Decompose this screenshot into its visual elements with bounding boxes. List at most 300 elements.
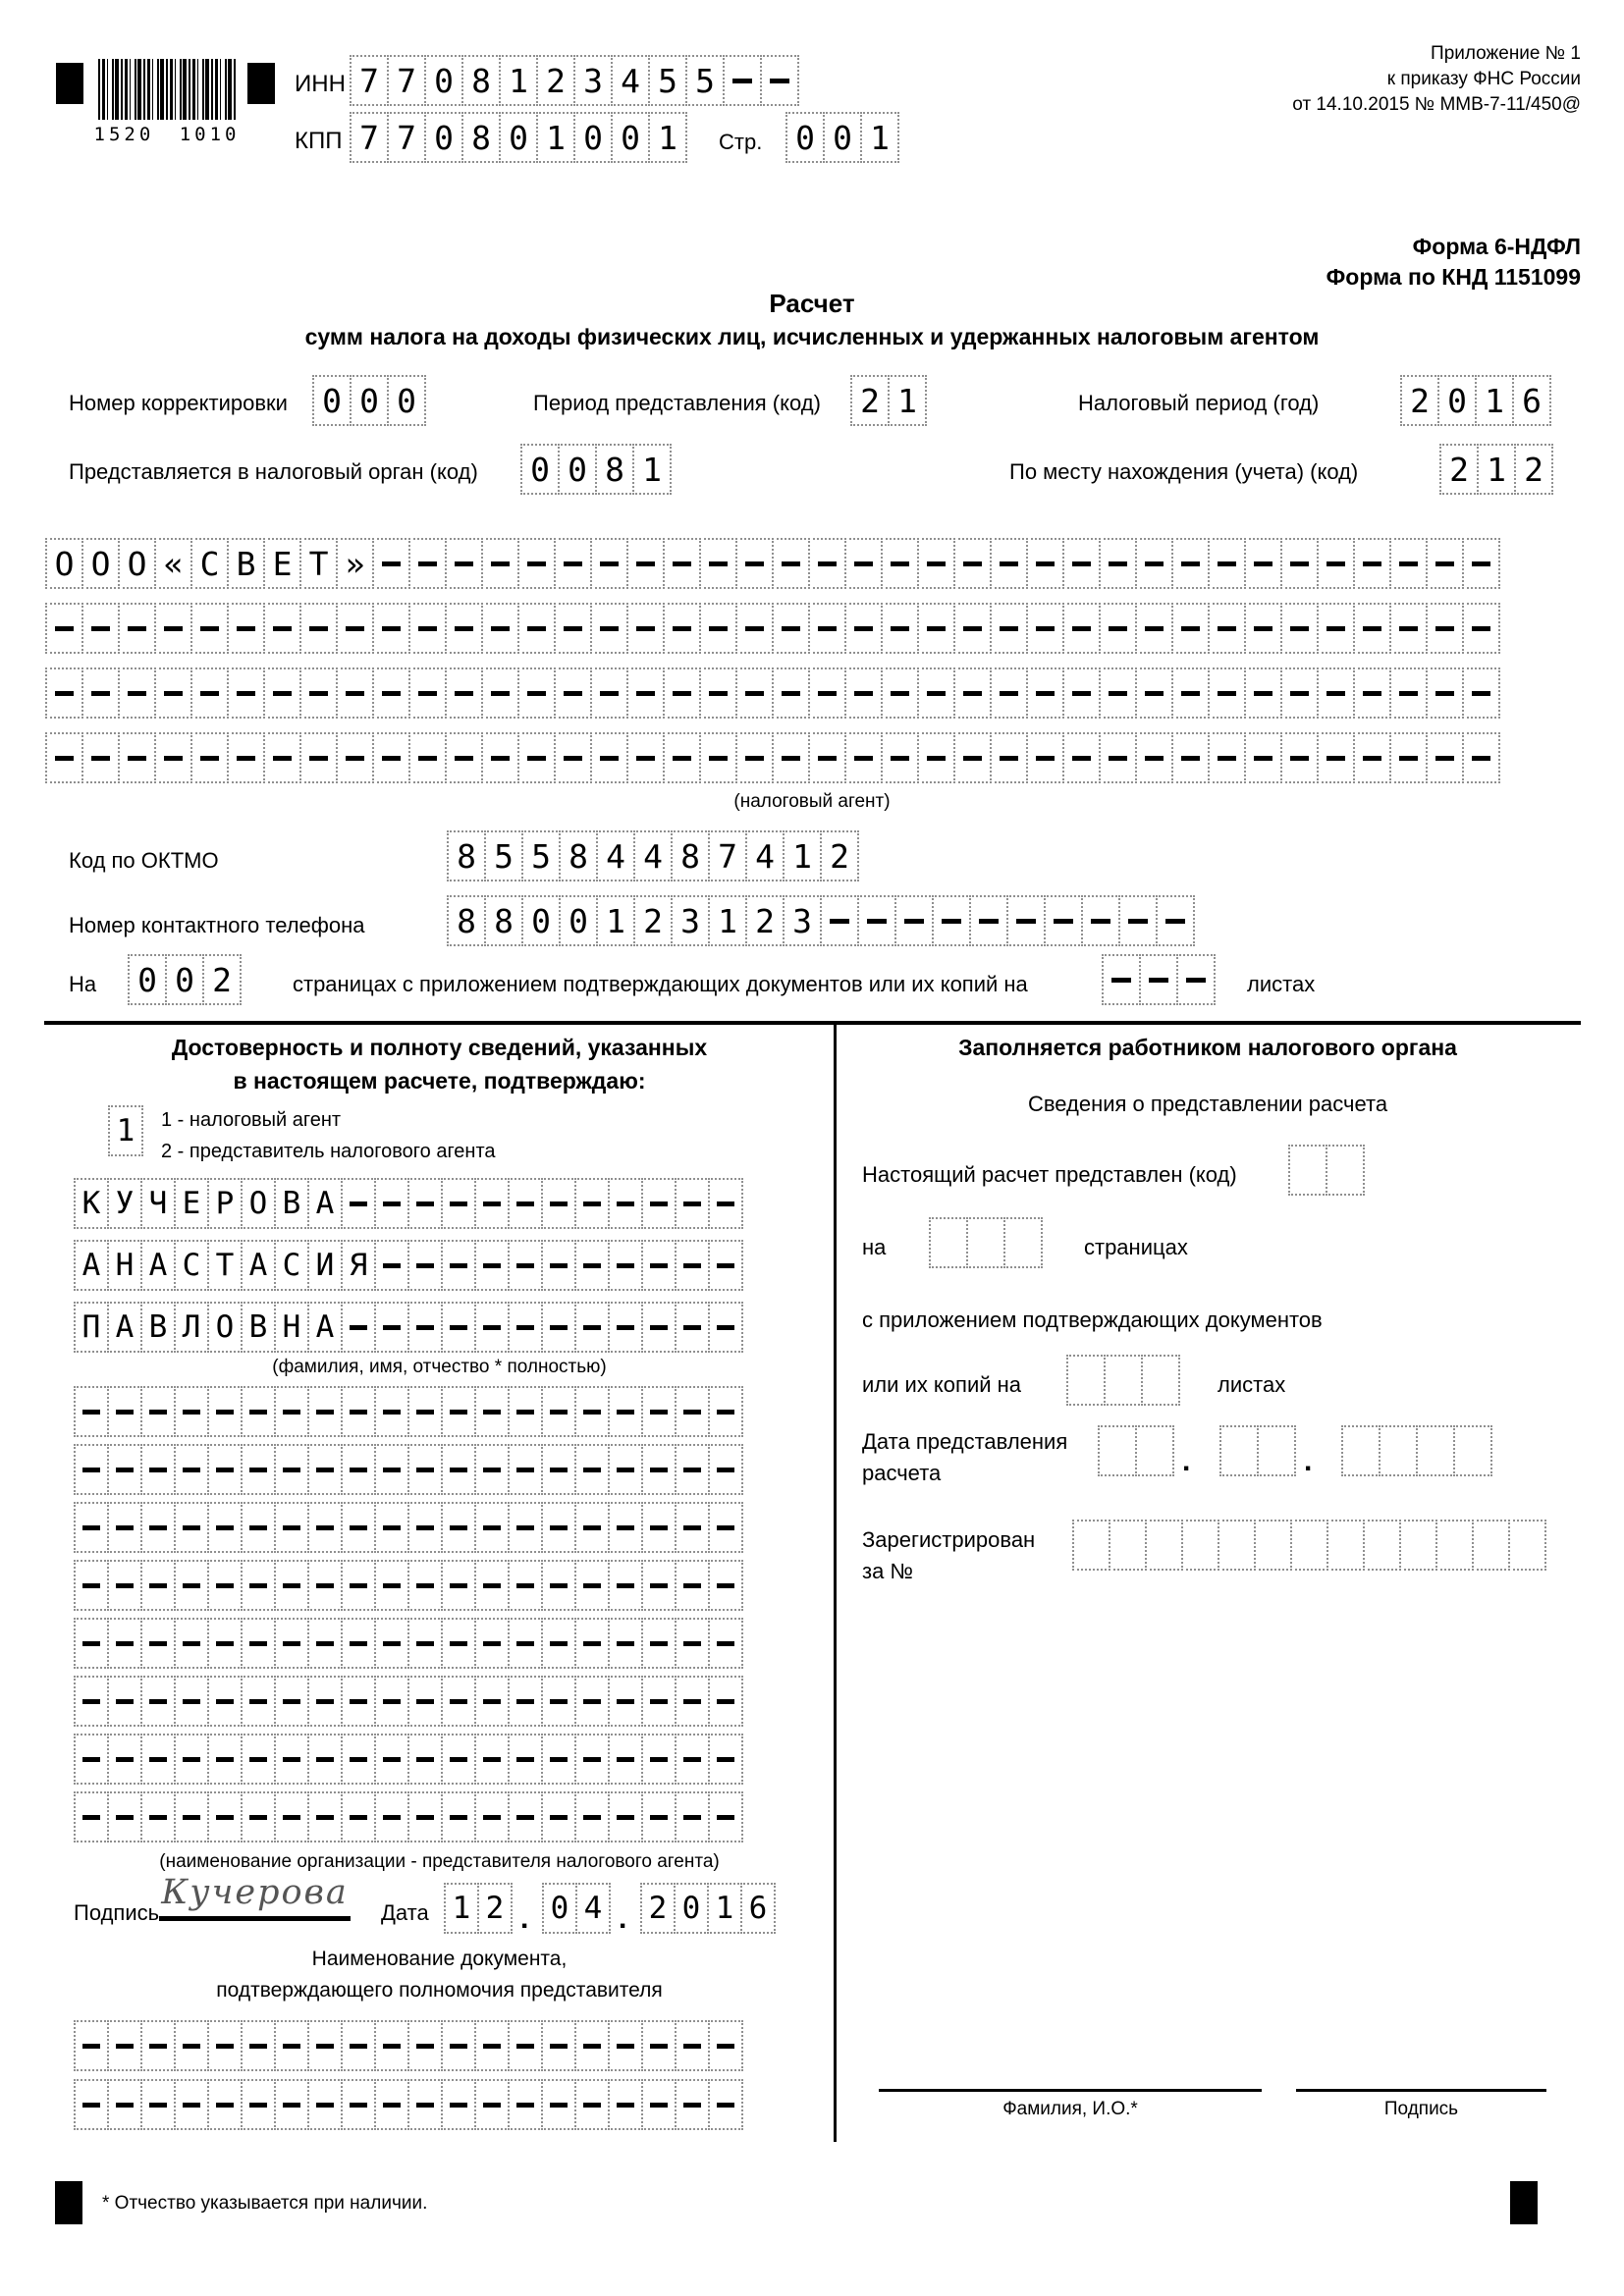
char-cell[interactable]	[407, 1302, 443, 1353]
char-cell[interactable]	[407, 1502, 443, 1553]
char-cell[interactable]: 5	[685, 55, 725, 106]
char-cell[interactable]	[708, 1560, 743, 1611]
char-cell[interactable]	[675, 1502, 710, 1553]
char-cell[interactable]: 2	[1400, 375, 1439, 426]
submission-date-month-field[interactable]	[1219, 1425, 1296, 1476]
inn-field[interactable]	[350, 55, 799, 106]
char-cell[interactable]	[1280, 538, 1319, 589]
char-cell[interactable]	[441, 1302, 476, 1353]
char-cell[interactable]: П	[74, 1302, 109, 1353]
char-cell[interactable]	[990, 603, 1028, 654]
char-cell[interactable]: 1	[1477, 444, 1516, 495]
representative-org-row[interactable]	[74, 1791, 743, 1842]
char-cell[interactable]	[641, 2020, 677, 2071]
char-cell[interactable]	[74, 2020, 109, 2071]
date-month-field[interactable]	[542, 1883, 611, 1934]
char-cell[interactable]: 0	[128, 954, 167, 1005]
char-cell[interactable]	[1026, 538, 1064, 589]
char-cell[interactable]	[1426, 603, 1464, 654]
char-cell[interactable]: Ч	[140, 1178, 176, 1229]
char-cell[interactable]	[407, 1560, 443, 1611]
char-cell[interactable]: А	[241, 1240, 276, 1291]
char-cell[interactable]	[336, 732, 374, 783]
char-cell[interactable]	[541, 1734, 576, 1785]
char-cell[interactable]	[1508, 1520, 1546, 1571]
char-cell[interactable]	[953, 732, 992, 783]
char-cell[interactable]	[190, 732, 229, 783]
char-cell[interactable]: 5	[484, 830, 523, 881]
char-cell[interactable]	[574, 1560, 610, 1611]
char-cell[interactable]	[227, 732, 265, 783]
char-cell[interactable]	[1317, 732, 1355, 783]
char-cell[interactable]	[274, 1502, 309, 1553]
char-cell[interactable]: 2	[1514, 444, 1553, 495]
char-cell[interactable]	[574, 1302, 610, 1353]
char-cell[interactable]	[1326, 1520, 1365, 1571]
char-cell[interactable]	[74, 1444, 109, 1495]
char-cell[interactable]	[1062, 603, 1101, 654]
char-cell[interactable]: »	[336, 538, 374, 589]
char-cell[interactable]	[508, 2079, 543, 2130]
char-cell[interactable]	[407, 2079, 443, 2130]
char-cell[interactable]	[407, 1444, 443, 1495]
char-cell[interactable]	[263, 732, 301, 783]
char-cell[interactable]	[307, 2079, 343, 2130]
char-cell[interactable]	[445, 732, 483, 783]
char-cell[interactable]	[207, 1676, 243, 1727]
char-cell[interactable]	[1003, 1217, 1043, 1268]
char-cell[interactable]	[508, 1302, 543, 1353]
char-cell[interactable]	[74, 1502, 109, 1553]
char-cell[interactable]	[1135, 603, 1173, 654]
char-cell[interactable]	[241, 1734, 276, 1785]
char-cell[interactable]	[1099, 667, 1137, 719]
char-cell[interactable]: 8	[484, 895, 523, 946]
char-cell[interactable]	[1353, 603, 1391, 654]
char-cell[interactable]	[263, 667, 301, 719]
char-cell[interactable]: 0	[312, 375, 352, 426]
char-cell[interactable]: 0	[611, 112, 650, 163]
char-cell[interactable]	[808, 667, 846, 719]
char-cell[interactable]	[190, 667, 229, 719]
char-cell[interactable]	[708, 2020, 743, 2071]
char-cell[interactable]	[307, 1444, 343, 1495]
char-cell[interactable]	[990, 667, 1028, 719]
phone-field[interactable]	[447, 895, 1195, 946]
char-cell[interactable]	[708, 1178, 743, 1229]
char-cell[interactable]: 8	[595, 444, 634, 495]
char-cell[interactable]	[1171, 538, 1210, 589]
char-cell[interactable]	[541, 2020, 576, 2071]
char-cell[interactable]	[374, 1178, 409, 1229]
char-cell[interactable]: 2	[820, 830, 859, 881]
char-cell[interactable]	[590, 667, 628, 719]
signer-code-field[interactable]	[108, 1105, 143, 1156]
char-cell[interactable]	[407, 1240, 443, 1291]
char-cell[interactable]	[953, 538, 992, 589]
char-cell[interactable]: 2	[850, 375, 890, 426]
char-cell[interactable]	[107, 1791, 142, 1842]
char-cell[interactable]	[608, 1444, 643, 1495]
char-cell[interactable]: А	[74, 1240, 109, 1291]
char-cell[interactable]	[174, 2020, 209, 2071]
char-cell[interactable]	[699, 732, 737, 783]
char-cell[interactable]: О	[241, 1178, 276, 1229]
char-cell[interactable]: 2	[202, 954, 242, 1005]
char-cell[interactable]: 5	[521, 830, 561, 881]
char-cell[interactable]	[274, 1676, 309, 1727]
representative-org-row[interactable]	[74, 1502, 743, 1553]
char-cell[interactable]: В	[227, 538, 265, 589]
char-cell[interactable]	[481, 538, 519, 589]
char-cell[interactable]	[508, 1386, 543, 1437]
char-cell[interactable]	[881, 732, 919, 783]
char-cell[interactable]	[626, 732, 665, 783]
char-cell[interactable]	[407, 1734, 443, 1785]
char-cell[interactable]: 4	[596, 830, 635, 881]
char-cell[interactable]	[374, 1240, 409, 1291]
char-cell[interactable]	[1257, 1425, 1296, 1476]
char-cell[interactable]	[374, 1791, 409, 1842]
char-cell[interactable]: В	[241, 1302, 276, 1353]
char-cell[interactable]: 8	[559, 830, 598, 881]
char-cell[interactable]: 0	[387, 375, 426, 426]
char-cell[interactable]	[441, 1240, 476, 1291]
char-cell[interactable]	[1341, 1425, 1380, 1476]
char-cell[interactable]	[1208, 538, 1246, 589]
char-cell[interactable]	[341, 1178, 376, 1229]
char-cell[interactable]: 1	[648, 112, 687, 163]
char-cell[interactable]: А	[107, 1302, 142, 1353]
char-cell[interactable]	[241, 1386, 276, 1437]
char-cell[interactable]: 1	[860, 112, 899, 163]
char-cell[interactable]	[207, 1444, 243, 1495]
char-cell[interactable]	[590, 603, 628, 654]
char-cell[interactable]	[844, 603, 883, 654]
char-cell[interactable]	[1435, 1520, 1474, 1571]
char-cell[interactable]	[174, 1791, 209, 1842]
char-cell[interactable]	[641, 1444, 677, 1495]
sheets-count-field[interactable]	[1102, 954, 1216, 1005]
char-cell[interactable]	[541, 1302, 576, 1353]
char-cell[interactable]	[140, 2020, 176, 2071]
char-cell[interactable]: В	[274, 1178, 309, 1229]
char-cell[interactable]	[118, 667, 156, 719]
char-cell[interactable]: 0	[424, 55, 463, 106]
char-cell[interactable]	[663, 538, 701, 589]
char-cell[interactable]	[590, 732, 628, 783]
char-cell[interactable]	[1099, 732, 1137, 783]
char-cell[interactable]	[307, 1502, 343, 1553]
char-cell[interactable]	[1081, 895, 1120, 946]
char-cell[interactable]	[274, 2020, 309, 2071]
char-cell[interactable]	[857, 895, 896, 946]
char-cell[interactable]	[508, 2020, 543, 2071]
char-cell[interactable]	[590, 538, 628, 589]
char-cell[interactable]	[608, 1386, 643, 1437]
char-cell[interactable]	[474, 1444, 510, 1495]
char-cell[interactable]	[675, 1676, 710, 1727]
representative-org-row[interactable]	[74, 1560, 743, 1611]
representative-org-row[interactable]	[74, 1734, 743, 1785]
char-cell[interactable]: И	[307, 1240, 343, 1291]
char-cell[interactable]	[341, 1618, 376, 1669]
char-cell[interactable]	[1208, 667, 1246, 719]
char-cell[interactable]	[1462, 603, 1500, 654]
char-cell[interactable]: 3	[783, 895, 822, 946]
char-cell[interactable]	[675, 1618, 710, 1669]
char-cell[interactable]: 8	[447, 830, 486, 881]
char-cell[interactable]	[1317, 667, 1355, 719]
char-cell[interactable]: 7	[350, 112, 389, 163]
char-cell[interactable]	[474, 1560, 510, 1611]
char-cell[interactable]	[474, 1676, 510, 1727]
char-cell[interactable]	[45, 603, 83, 654]
char-cell[interactable]	[1104, 1355, 1143, 1406]
char-cell[interactable]	[772, 603, 810, 654]
char-cell[interactable]: Е	[174, 1178, 209, 1229]
char-cell[interactable]	[1099, 603, 1137, 654]
char-cell[interactable]: 6	[1512, 375, 1551, 426]
char-cell[interactable]: 7	[350, 55, 389, 106]
char-cell[interactable]	[1181, 1520, 1219, 1571]
submitted-code-field[interactable]	[1288, 1145, 1365, 1196]
char-cell[interactable]	[307, 1386, 343, 1437]
char-cell[interactable]	[663, 667, 701, 719]
char-cell[interactable]	[541, 1791, 576, 1842]
char-cell[interactable]	[107, 1560, 142, 1611]
kpp-field[interactable]	[350, 112, 687, 163]
char-cell[interactable]	[541, 1178, 576, 1229]
char-cell[interactable]	[735, 732, 774, 783]
char-cell[interactable]	[45, 667, 83, 719]
char-cell[interactable]	[1171, 667, 1210, 719]
char-cell[interactable]	[844, 667, 883, 719]
char-cell[interactable]	[274, 1560, 309, 1611]
char-cell[interactable]	[307, 1560, 343, 1611]
char-cell[interactable]	[341, 1444, 376, 1495]
char-cell[interactable]	[1389, 538, 1428, 589]
char-cell[interactable]	[641, 1734, 677, 1785]
char-cell[interactable]	[241, 1502, 276, 1553]
char-cell[interactable]	[1118, 895, 1158, 946]
char-cell[interactable]	[608, 2020, 643, 2071]
char-cell[interactable]: У	[107, 1178, 142, 1229]
char-cell[interactable]	[1353, 732, 1391, 783]
char-cell[interactable]	[1280, 732, 1319, 783]
char-cell[interactable]	[1135, 538, 1173, 589]
char-cell[interactable]	[140, 1502, 176, 1553]
char-cell[interactable]	[708, 1734, 743, 1785]
char-cell[interactable]	[81, 603, 120, 654]
char-cell[interactable]	[1462, 538, 1500, 589]
firstname-field[interactable]	[74, 1240, 743, 1291]
char-cell[interactable]	[675, 2079, 710, 2130]
char-cell[interactable]	[1171, 732, 1210, 783]
correction-field[interactable]	[312, 375, 426, 426]
char-cell[interactable]: А	[307, 1178, 343, 1229]
char-cell[interactable]	[675, 1734, 710, 1785]
char-cell[interactable]: 8	[461, 112, 501, 163]
char-cell[interactable]	[407, 1676, 443, 1727]
char-cell[interactable]	[1145, 1520, 1183, 1571]
char-cell[interactable]	[445, 667, 483, 719]
char-cell[interactable]	[441, 1791, 476, 1842]
char-cell[interactable]	[1389, 667, 1428, 719]
char-cell[interactable]	[1072, 1520, 1110, 1571]
char-cell[interactable]	[541, 2079, 576, 2130]
char-cell[interactable]: 1	[632, 444, 672, 495]
char-cell[interactable]: О	[118, 538, 156, 589]
char-cell[interactable]	[508, 1502, 543, 1553]
char-cell[interactable]	[917, 667, 955, 719]
char-cell[interactable]	[641, 1178, 677, 1229]
char-cell[interactable]	[74, 1560, 109, 1611]
char-cell[interactable]	[675, 1240, 710, 1291]
char-cell[interactable]	[307, 2020, 343, 2071]
char-cell[interactable]	[881, 538, 919, 589]
char-cell[interactable]	[508, 1734, 543, 1785]
char-cell[interactable]	[441, 1502, 476, 1553]
char-cell[interactable]	[441, 2020, 476, 2071]
char-cell[interactable]	[81, 732, 120, 783]
agent-name-row[interactable]	[45, 732, 1500, 783]
char-cell[interactable]	[1099, 538, 1137, 589]
char-cell[interactable]	[274, 1791, 309, 1842]
official-pages-field[interactable]	[929, 1217, 1043, 1268]
char-cell[interactable]: О	[45, 538, 83, 589]
char-cell[interactable]	[574, 1240, 610, 1291]
char-cell[interactable]	[341, 1791, 376, 1842]
char-cell[interactable]	[408, 667, 447, 719]
char-cell[interactable]	[554, 538, 592, 589]
char-cell[interactable]: 0	[165, 954, 204, 1005]
char-cell[interactable]	[408, 538, 447, 589]
period-field[interactable]	[850, 375, 927, 426]
char-cell[interactable]	[574, 1502, 610, 1553]
char-cell[interactable]	[1462, 667, 1500, 719]
char-cell[interactable]	[917, 538, 955, 589]
char-cell[interactable]	[675, 1302, 710, 1353]
char-cell[interactable]	[474, 2020, 510, 2071]
char-cell[interactable]: 8	[461, 55, 501, 106]
char-cell[interactable]	[1066, 1355, 1106, 1406]
char-cell[interactable]	[1326, 1145, 1365, 1196]
char-cell[interactable]	[641, 1560, 677, 1611]
char-cell[interactable]	[641, 1618, 677, 1669]
char-cell[interactable]: 4	[575, 1883, 611, 1934]
char-cell[interactable]: 0	[424, 112, 463, 163]
char-cell[interactable]	[881, 603, 919, 654]
char-cell[interactable]	[917, 732, 955, 783]
char-cell[interactable]	[554, 732, 592, 783]
char-cell[interactable]	[174, 1444, 209, 1495]
char-cell[interactable]	[820, 895, 859, 946]
char-cell[interactable]	[118, 603, 156, 654]
char-cell[interactable]	[1472, 1520, 1510, 1571]
char-cell[interactable]: Р	[207, 1178, 243, 1229]
char-cell[interactable]	[675, 1444, 710, 1495]
char-cell[interactable]: А	[307, 1302, 343, 1353]
char-cell[interactable]: 2	[640, 1883, 676, 1934]
patronymic-field[interactable]	[74, 1302, 743, 1353]
char-cell[interactable]	[154, 732, 192, 783]
char-cell[interactable]	[735, 667, 774, 719]
char-cell[interactable]	[174, 1386, 209, 1437]
oktmo-field[interactable]	[447, 830, 859, 881]
char-cell[interactable]	[241, 1618, 276, 1669]
char-cell[interactable]	[608, 1676, 643, 1727]
char-cell[interactable]	[481, 732, 519, 783]
char-cell[interactable]	[808, 538, 846, 589]
char-cell[interactable]	[374, 2079, 409, 2130]
char-cell[interactable]: Н	[107, 1240, 142, 1291]
char-cell[interactable]	[474, 2079, 510, 2130]
char-cell[interactable]	[408, 732, 447, 783]
char-cell[interactable]	[140, 1734, 176, 1785]
char-cell[interactable]	[1426, 667, 1464, 719]
char-cell[interactable]	[541, 1444, 576, 1495]
char-cell[interactable]	[154, 667, 192, 719]
char-cell[interactable]: О	[81, 538, 120, 589]
char-cell[interactable]	[641, 1791, 677, 1842]
char-cell[interactable]	[107, 1386, 142, 1437]
date-day-field[interactable]	[444, 1883, 513, 1934]
char-cell[interactable]: 2	[536, 55, 575, 106]
doc-name-row[interactable]	[74, 2079, 743, 2130]
char-cell[interactable]	[1288, 1145, 1327, 1196]
char-cell[interactable]	[608, 1502, 643, 1553]
char-cell[interactable]	[140, 1444, 176, 1495]
representative-org-row[interactable]	[74, 1444, 743, 1495]
char-cell[interactable]: 7	[387, 112, 426, 163]
char-cell[interactable]	[140, 1386, 176, 1437]
char-cell[interactable]	[1389, 732, 1428, 783]
char-cell[interactable]	[1026, 603, 1064, 654]
char-cell[interactable]	[574, 1178, 610, 1229]
char-cell[interactable]	[1353, 538, 1391, 589]
char-cell[interactable]	[517, 603, 556, 654]
char-cell[interactable]	[241, 2079, 276, 2130]
char-cell[interactable]: 3	[671, 895, 710, 946]
char-cell[interactable]	[1280, 603, 1319, 654]
authority-field[interactable]	[520, 444, 672, 495]
char-cell[interactable]: Я	[341, 1240, 376, 1291]
char-cell[interactable]	[541, 1560, 576, 1611]
char-cell[interactable]	[274, 1734, 309, 1785]
char-cell[interactable]: 2	[477, 1883, 513, 1934]
char-cell[interactable]	[174, 1560, 209, 1611]
char-cell[interactable]	[207, 1560, 243, 1611]
char-cell[interactable]	[374, 1502, 409, 1553]
char-cell[interactable]: 4	[633, 830, 673, 881]
char-cell[interactable]	[1399, 1520, 1437, 1571]
char-cell[interactable]	[74, 2079, 109, 2130]
char-cell[interactable]	[408, 603, 447, 654]
char-cell[interactable]	[808, 732, 846, 783]
char-cell[interactable]	[174, 1676, 209, 1727]
char-cell[interactable]	[45, 732, 83, 783]
char-cell[interactable]	[407, 1386, 443, 1437]
char-cell[interactable]	[372, 667, 410, 719]
char-cell[interactable]	[1290, 1520, 1328, 1571]
char-cell[interactable]	[341, 2020, 376, 2071]
char-cell[interactable]: Е	[263, 538, 301, 589]
char-cell[interactable]	[374, 1302, 409, 1353]
char-cell[interactable]	[708, 1386, 743, 1437]
char-cell[interactable]	[1176, 954, 1216, 1005]
char-cell[interactable]: 1	[888, 375, 927, 426]
